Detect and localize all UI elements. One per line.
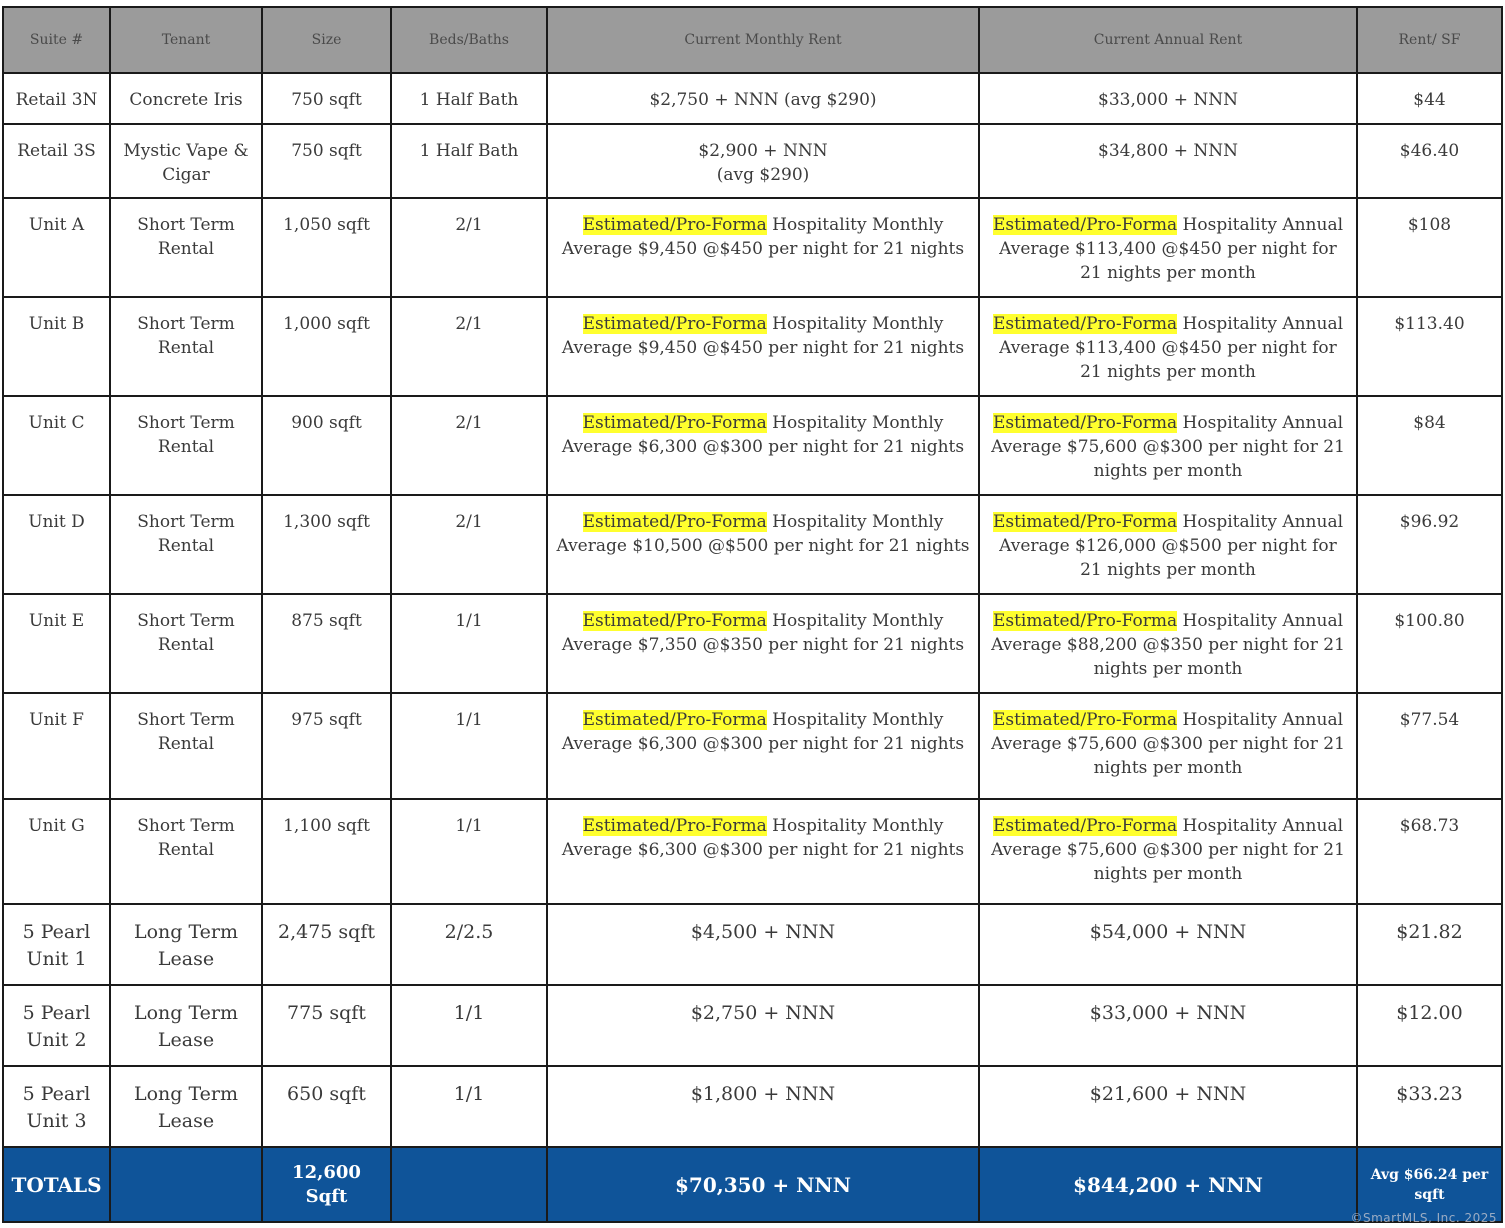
rent-per-sf-cell: $21.82 [1357, 904, 1502, 985]
suite-cell: Retail 3S [3, 124, 110, 198]
monthly-rent-cell [547, 73, 979, 124]
estimate-highlight: Estimated/Pro-Forma [992, 611, 1178, 631]
annual-rent-text: Hospitality Annual Average $113,400 @$450 per night for 21 nights per month [999, 314, 1344, 382]
suite-cell: Unit B [3, 297, 110, 396]
table-row [3, 297, 1502, 396]
tenant-cell: Long Term Lease [110, 904, 262, 985]
totals-monthly: $70,350 + NNN [547, 1147, 979, 1222]
table-row [3, 495, 1502, 594]
monthly-rent-cell [547, 799, 979, 904]
monthly-rent-cell [547, 198, 979, 297]
monthly-rent-cell [547, 396, 979, 495]
size-cell: 1,300 sqft [262, 495, 391, 594]
estimate-highlight: Estimated/Pro-Forma [582, 611, 767, 631]
size-cell: 650 sqft [262, 1066, 391, 1147]
rent-per-sf-cell: $113.40 [1357, 297, 1502, 396]
table-row [3, 594, 1502, 693]
monthly-rent-text: $2,750 + NNN [690, 1002, 836, 1024]
annual-rent-cell [979, 1066, 1357, 1147]
tenant-cell: Short Term Rental [110, 594, 262, 693]
annual-rent-text: $21,600 + NNN [1089, 1083, 1247, 1105]
monthly-rent-cell [547, 124, 979, 198]
tenant-cell: Short Term Rental [110, 396, 262, 495]
annual-rent-text: Hospitality Annual Average $88,200 @$350 per night for 21 nights per month [991, 611, 1345, 679]
table-row [3, 198, 1502, 297]
table-row [3, 73, 1502, 124]
beds-baths-cell: 1/1 [391, 1066, 547, 1147]
suite-cell: Unit C [3, 396, 110, 495]
estimate-highlight: Estimated/Pro-Forma [582, 413, 767, 433]
tenant-cell: Concrete Iris [110, 73, 262, 124]
monthly-rent-text: Hospitality Monthly Average $6,300 @$300 per night for 21 nights [561, 710, 965, 754]
monthly-rent-text: Hospitality Monthly Average $6,300 @$300 per night for 21 nights [561, 816, 965, 860]
totals-row [3, 1147, 1502, 1222]
size-cell: 750 sqft [262, 124, 391, 198]
monthly-rent-note: (avg $290) [716, 165, 810, 185]
annual-rent-text: Hospitality Annual Average $113,400 @$450 per night for 21 nights per month [999, 215, 1344, 283]
annual-rent-text: $34,800 + NNN [1098, 141, 1238, 161]
estimate-highlight: Estimated/Pro-Forma [992, 710, 1178, 730]
header-annual-rent: Current Annual Rent [979, 7, 1357, 73]
beds-baths-cell: 2/1 [391, 495, 547, 594]
header-monthly-rent: Current Monthly Rent [547, 7, 979, 73]
monthly-rent-cell [547, 594, 979, 693]
estimate-highlight: Estimated/Pro-Forma [992, 816, 1178, 836]
table-row [3, 124, 1502, 198]
monthly-rent-text: Hospitality Monthly Average $9,450 @$450 per night for 21 nights [561, 215, 965, 259]
table-body [3, 73, 1502, 1222]
watermark: ©SmartMLS, Inc. 2025 [1350, 1211, 1497, 1225]
estimate-highlight: Estimated/Pro-Forma [992, 314, 1178, 334]
rent-per-sf-cell: $46.40 [1357, 124, 1502, 198]
suite-cell: Retail 3N [3, 73, 110, 124]
totals-beds [391, 1147, 547, 1222]
rent-per-sf-cell: $100.80 [1357, 594, 1502, 693]
tenant-cell: Short Term Rental [110, 799, 262, 904]
size-cell: 1,000 sqft [262, 297, 391, 396]
annual-rent-cell [979, 297, 1357, 396]
monthly-rent-text: Hospitality Monthly Average $10,500 @$500 per night for 21 nights [556, 512, 970, 556]
totals-rent-per-sf: Avg $66.24 per sqft [1357, 1147, 1502, 1222]
rent-roll-table [2, 6, 1503, 1223]
rent-per-sf-cell: $77.54 [1357, 693, 1502, 799]
tenant-cell: Mystic Vape & Cigar [110, 124, 262, 198]
suite-cell: Unit D [3, 495, 110, 594]
monthly-rent-cell [547, 904, 979, 985]
totals-tenant [110, 1147, 262, 1222]
rent-per-sf-cell: $33.23 [1357, 1066, 1502, 1147]
suite-cell: Unit G [3, 799, 110, 904]
estimate-highlight: Estimated/Pro-Forma [992, 512, 1178, 532]
annual-rent-text: $33,000 + NNN [1089, 1002, 1247, 1024]
annual-rent-cell [979, 198, 1357, 297]
monthly-rent-text: $1,800 + NNN [690, 1083, 836, 1105]
rent-per-sf-cell: $108 [1357, 198, 1502, 297]
rent-per-sf-cell: $68.73 [1357, 799, 1502, 904]
table-row [3, 1066, 1502, 1147]
monthly-rent-text: Hospitality Monthly Average $9,450 @$450 per night for 21 nights [561, 314, 965, 358]
rent-per-sf-cell: $84 [1357, 396, 1502, 495]
annual-rent-text: Hospitality Annual Average $75,600 @$300 per night for 21 nights per month [991, 413, 1345, 481]
totals-size: 12,600 Sqft [262, 1147, 391, 1222]
monthly-rent-cell [547, 297, 979, 396]
size-cell: 775 sqft [262, 985, 391, 1066]
header-tenant: Tenant [110, 7, 262, 73]
annual-rent-cell [979, 495, 1357, 594]
monthly-rent-text: $4,500 + NNN [690, 921, 836, 943]
annual-rent-cell [979, 985, 1357, 1066]
beds-baths-cell: 2/1 [391, 396, 547, 495]
table-row [3, 985, 1502, 1066]
size-cell: 875 sqft [262, 594, 391, 693]
tenant-cell: Short Term Rental [110, 198, 262, 297]
beds-baths-cell: 1 Half Bath [391, 124, 547, 198]
beds-baths-cell: 2/1 [391, 198, 547, 297]
header-suite: Suite # [3, 7, 110, 73]
tenant-cell: Short Term Rental [110, 297, 262, 396]
suite-cell: Unit A [3, 198, 110, 297]
tenant-cell: Short Term Rental [110, 693, 262, 799]
annual-rent-cell [979, 693, 1357, 799]
tenant-cell: Long Term Lease [110, 1066, 262, 1147]
annual-rent-text: Hospitality Annual Average $75,600 @$300 per night for 21 nights per month [991, 710, 1345, 778]
annual-rent-cell [979, 124, 1357, 198]
annual-rent-text: Hospitality Annual Average $75,600 @$300 per night for 21 nights per month [991, 816, 1345, 884]
size-cell: 1,050 sqft [262, 198, 391, 297]
beds-baths-cell: 2/2.5 [391, 904, 547, 985]
size-cell: 975 sqft [262, 693, 391, 799]
header-beds-baths: Beds/Baths [391, 7, 547, 73]
size-cell: 750 sqft [262, 73, 391, 124]
size-cell: 900 sqft [262, 396, 391, 495]
size-cell: 2,475 sqft [262, 904, 391, 985]
rent-per-sf-cell: $12.00 [1357, 985, 1502, 1066]
annual-rent-text: $54,000 + NNN [1089, 921, 1247, 943]
suite-cell: Unit F [3, 693, 110, 799]
suite-cell: Unit E [3, 594, 110, 693]
estimate-highlight: Estimated/Pro-Forma [582, 314, 767, 334]
monthly-rent-text: $2,750 + NNN (avg $290) [649, 90, 877, 110]
monthly-rent-text: $2,900 + NNN [698, 141, 828, 161]
annual-rent-cell [979, 904, 1357, 985]
estimate-highlight: Estimated/Pro-Forma [992, 215, 1178, 235]
tenant-cell: Long Term Lease [110, 985, 262, 1066]
monthly-rent-cell [547, 693, 979, 799]
annual-rent-cell [979, 799, 1357, 904]
annual-rent-cell [979, 594, 1357, 693]
beds-baths-cell: 1/1 [391, 985, 547, 1066]
tenant-cell: Short Term Rental [110, 495, 262, 594]
table-row [3, 396, 1502, 495]
monthly-rent-cell [547, 1066, 979, 1147]
annual-rent-text: $33,000 + NNN [1098, 90, 1238, 110]
beds-baths-cell: 1/1 [391, 799, 547, 904]
annual-rent-cell [979, 73, 1357, 124]
header-rent-per-sf: Rent/ SF [1357, 7, 1502, 73]
totals-label: TOTALS [3, 1147, 110, 1222]
beds-baths-cell: 1 Half Bath [391, 73, 547, 124]
estimate-highlight: Estimated/Pro-Forma [582, 215, 767, 235]
size-cell: 1,100 sqft [262, 799, 391, 904]
beds-baths-cell: 1/1 [391, 693, 547, 799]
estimate-highlight: Estimated/Pro-Forma [992, 413, 1178, 433]
estimate-highlight: Estimated/Pro-Forma [582, 710, 767, 730]
monthly-rent-cell [547, 985, 979, 1066]
suite-cell: 5 Pearl Unit 3 [3, 1066, 110, 1147]
annual-rent-text: Hospitality Annual Average $126,000 @$500 per night for 21 nights per month [999, 512, 1344, 580]
beds-baths-cell: 2/1 [391, 297, 547, 396]
table-row [3, 693, 1502, 799]
header-size: Size [262, 7, 391, 73]
suite-cell: 5 Pearl Unit 1 [3, 904, 110, 985]
annual-rent-cell [979, 396, 1357, 495]
table-row [3, 799, 1502, 904]
monthly-rent-text: Hospitality Monthly Average $6,300 @$300 per night for 21 nights [561, 413, 965, 457]
monthly-rent-cell [547, 495, 979, 594]
header-row [3, 7, 1502, 73]
estimate-highlight: Estimated/Pro-Forma [582, 816, 767, 836]
rent-per-sf-cell: $44 [1357, 73, 1502, 124]
table-row [3, 904, 1502, 985]
totals-annual: $844,200 + NNN [979, 1147, 1357, 1222]
beds-baths-cell: 1/1 [391, 594, 547, 693]
monthly-rent-text: Hospitality Monthly Average $7,350 @$350 per night for 21 nights [561, 611, 965, 655]
suite-cell: 5 Pearl Unit 2 [3, 985, 110, 1066]
rent-per-sf-cell: $96.92 [1357, 495, 1502, 594]
estimate-highlight: Estimated/Pro-Forma [582, 512, 767, 532]
